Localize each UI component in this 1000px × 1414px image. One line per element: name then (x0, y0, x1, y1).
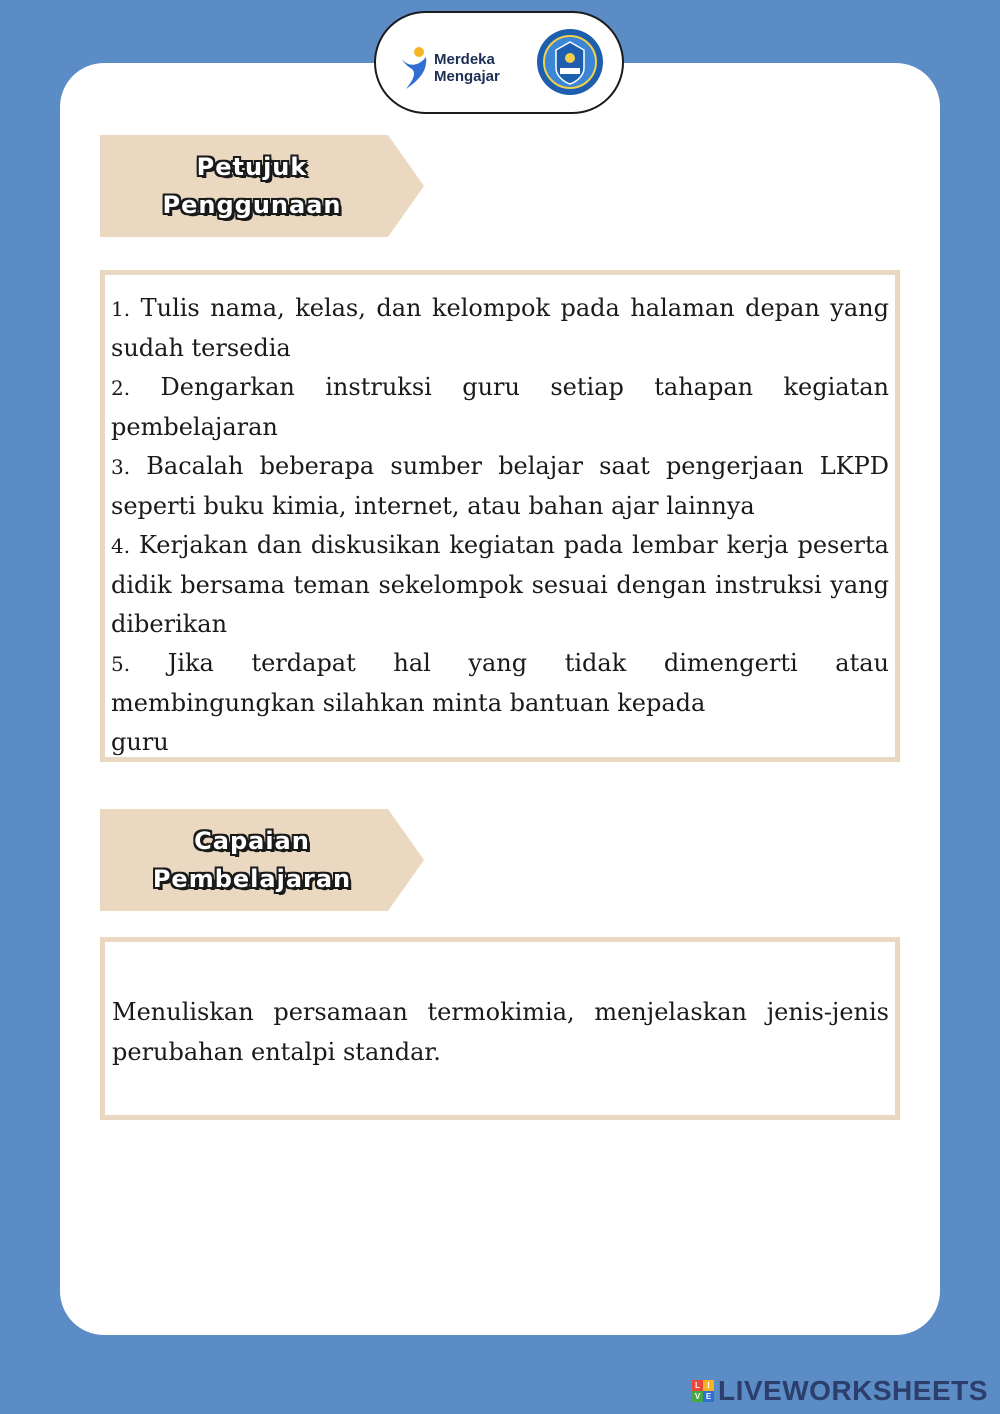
petunjuk-title-line1: Petujuk (196, 153, 308, 181)
liveworksheets-wordmark: LIVEWORKSHEETS (718, 1375, 988, 1406)
capaian-title (100, 809, 404, 911)
instruction-item-3: 3. Bacalah beberapa sumber belajar saat pengerjaan LKPD seperti buku kimia, internet, atau bahan ajar lainnya (111, 452, 889, 520)
instruction-item-5-continued: guru (111, 728, 169, 756)
capaian-title-line1: Capaian (194, 827, 310, 855)
petunjuk-title-ribbon (100, 135, 424, 237)
brand-line-2: Mengajar (434, 68, 500, 85)
brand-line-1: Merdeka (434, 51, 495, 68)
instructions-box (100, 270, 900, 762)
liveworksheets-watermark (692, 1376, 988, 1406)
capaian-title-line2: Pembelajaran (152, 865, 352, 893)
liveworksheets-logo-icon: L I V E (692, 1380, 714, 1402)
instruction-item-2: 2. Dengarkan instruksi guru setiap tahapan kegiatan pembelajaran (111, 373, 889, 441)
petunjuk-title (100, 135, 404, 237)
instruction-item-1: 1. Tulis nama, kelas, dan kelompok pada halaman depan yang sudah tersedia (111, 294, 889, 362)
instruction-item-4: 4. Kerjakan dan diskusikan kegiatan pada lembar kerja peserta didik bersama teman sekelompok sesuai dengan instruksi yang diberikan (111, 531, 889, 638)
instruction-item-5: 5. Jika terdapat hal yang tidak dimengerti atau membingungkan silahkan minta bantuan kepada (111, 649, 889, 717)
petunjuk-title-line2: Penggunaan (162, 191, 342, 219)
capaian-title-ribbon (100, 809, 424, 911)
capaian-box (100, 937, 900, 1120)
merdeka-mengajar-logo-icon (398, 45, 434, 91)
tut-wuri-handayani-seal-icon (536, 28, 604, 96)
logo-header (374, 11, 624, 114)
capaian-text: Menuliskan persamaan termokimia, menjelaskan jenis-jenis perubahan entalpi standar. (112, 998, 889, 1066)
merdeka-mengajar-wordmark (434, 51, 500, 85)
